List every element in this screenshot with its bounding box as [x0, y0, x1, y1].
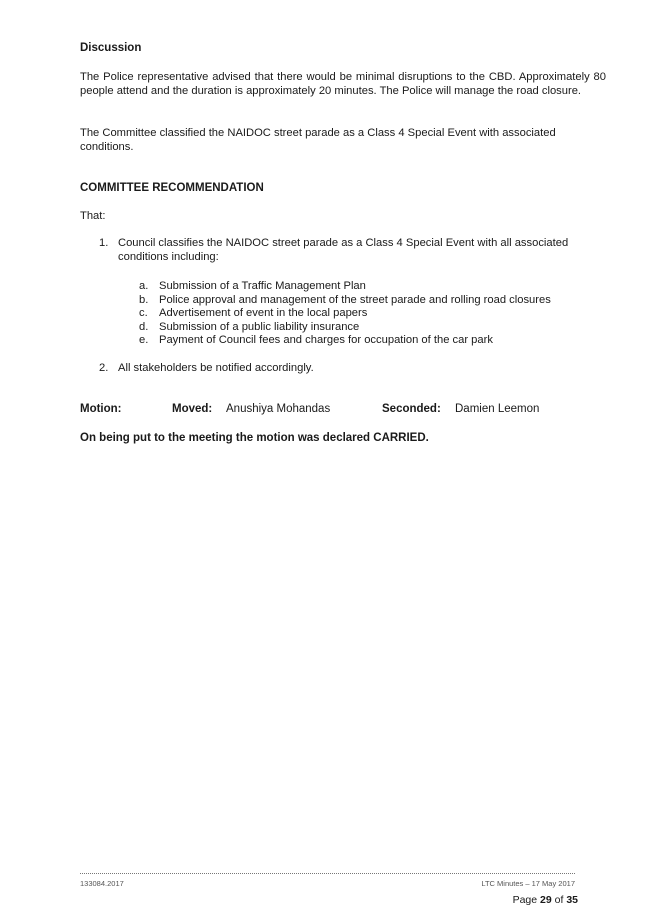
- footer-doc-ref: 133084.2017: [80, 879, 124, 888]
- item-text: Council classifies the NAIDOC street parade as a Class 4 Special Event with all associated conditions including:: [118, 237, 569, 263]
- subitem-text: Police approval and management of the street parade and rolling road closures: [159, 293, 551, 306]
- seconded-label: Seconded:: [382, 403, 441, 415]
- item-text: All stakeholders be notified accordingly.: [118, 362, 314, 374]
- page-of: of: [554, 894, 564, 906]
- motion-label: Motion:: [80, 403, 122, 415]
- subitem-text: Payment of Council fees and charges for occupation of the car park: [159, 334, 493, 346]
- recommendation-heading: COMMITTEE RECOMMENDATION: [80, 182, 264, 194]
- moved-label: Moved:: [172, 403, 213, 415]
- subitem-letter: c.: [139, 307, 148, 319]
- recommendation-subitem-list: [139, 279, 599, 349]
- discussion-paragraph-2: The Committee classified the NAIDOC street parade as a Class 4 Special Event with associated conditions.: [80, 127, 556, 153]
- seconded-name: Damien Leemon: [455, 403, 540, 415]
- subitem-letter: d.: [139, 320, 149, 333]
- item-number: 2.: [99, 362, 109, 374]
- subitem-text: Submission of a public liability insurance: [159, 320, 360, 333]
- item-number: 1.: [99, 237, 109, 249]
- page-total: 35: [566, 894, 578, 906]
- footer-divider: [80, 873, 575, 874]
- moved-name: Anushiya Mohandas: [226, 403, 331, 415]
- page-current: 29: [540, 894, 552, 906]
- motion-row: [80, 402, 600, 418]
- discussion-paragraph-1: The Police representative advised that there would be minimal disruptions to the CBD. Approximately 80 people attend and the duration is approximately 20 minutes. The Police will manage the road closure.: [80, 71, 606, 97]
- subitem-letter: a.: [139, 280, 149, 292]
- recommendation-item-1: [99, 236, 609, 266]
- page-number-label: [490, 893, 578, 907]
- subitem-text: Submission of a Traffic Management Plan: [159, 280, 366, 292]
- recommendation-intro: That:: [80, 210, 106, 222]
- subitem-letter: e.: [139, 334, 149, 346]
- page-prefix: Page: [512, 894, 538, 906]
- footer-doc-title: LTC Minutes – 17 May 2017: [481, 879, 575, 888]
- subitem-letter: b.: [139, 293, 149, 306]
- discussion-heading: Discussion: [80, 42, 142, 54]
- subitem-text: Advertisement of event in the local papers: [159, 307, 368, 319]
- recommendation-item-2: [99, 361, 609, 377]
- motion-result: On being put to the meeting the motion was declared CARRIED.: [80, 432, 429, 444]
